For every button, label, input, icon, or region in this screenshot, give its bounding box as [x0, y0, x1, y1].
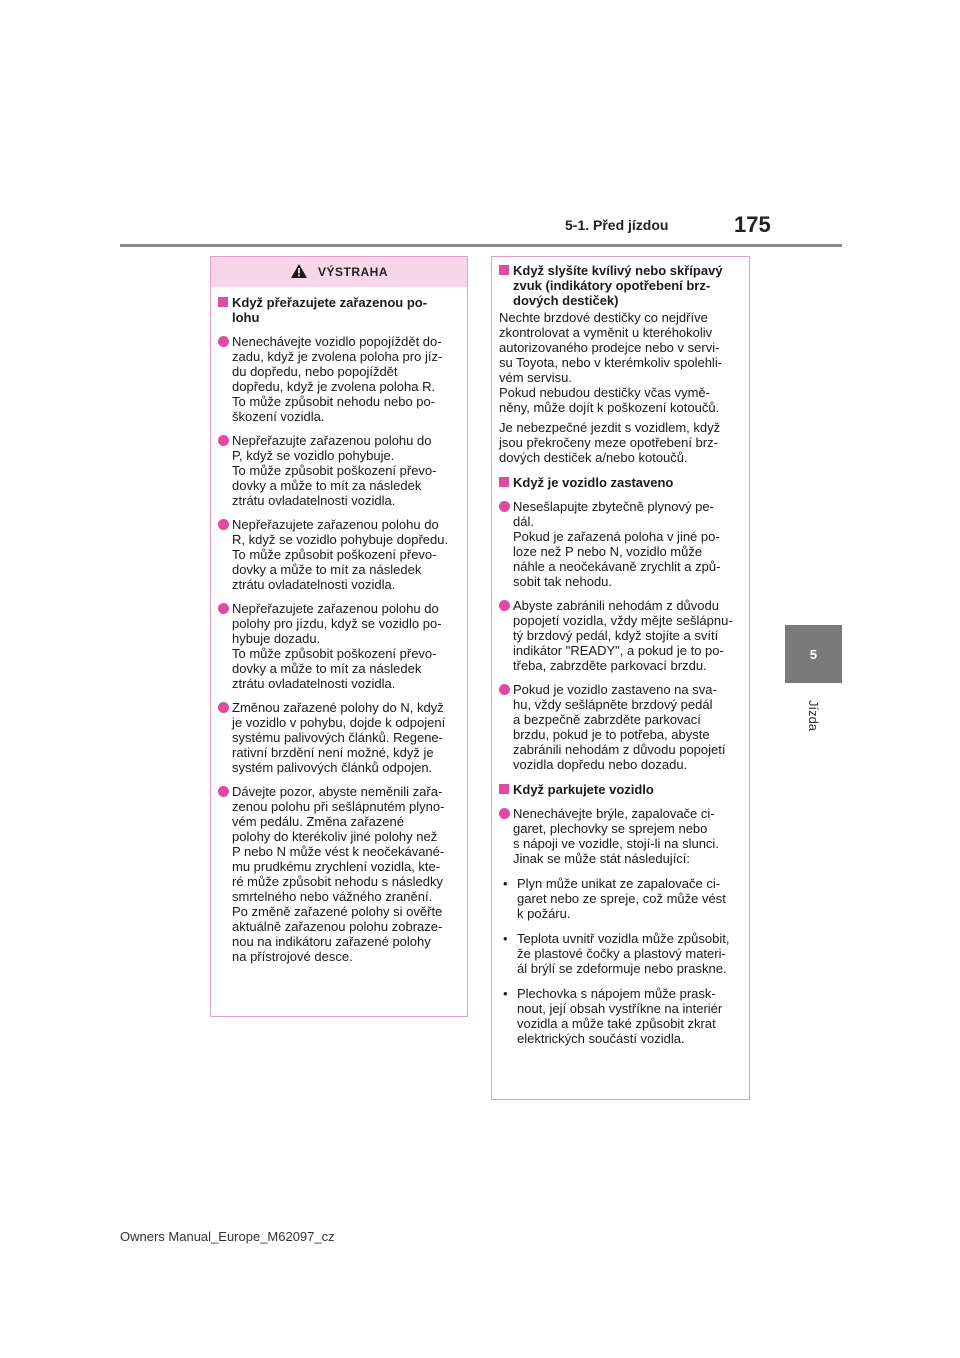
list-item-text: Nenechávejte vozidlo popojíždět do- zadu, když je zvolena poloha pro jíz- du dopředu, nebo popojíždět dopředu, když je zvolena poloha R. To může způsobit nehodu nebo po- škození vozidla.	[232, 334, 443, 424]
list-item-text: Změnou zařazené polohy do N, když je vozidlo v pohybu, dojde k odpojení systému palivových článků. Regene- rativní brzdění není možné, když je systém palivových článků odpojen.	[232, 700, 446, 775]
sub-bullet-mark: •	[503, 876, 508, 891]
round-bullet-icon	[499, 684, 510, 695]
list-item-text: Abyste zabránili nehodám z důvodu popojetí vozidla, vždy mějte sešlápnu- tý brzdový pedál, když stojíte a svítí indikátor "READY", a pokud je to po- třeba, zabrzděte parkovací brzdu.	[513, 598, 733, 673]
round-bullet-icon	[218, 603, 229, 614]
chapter-label: Jízda	[805, 699, 821, 731]
square-bullet-icon	[499, 477, 509, 487]
list-item-text: Dávejte pozor, abyste neměnili zařa- zenou polohu při sešlápnutém plyno- vém pedálu. Změna zařazené polohy do kterékoliv jiné polohy než P nebo N může vést k neočekávané- mu prudkému zrychlení vozidla, kte- ré může způsobit nehodu s následky smrtelného nebo vážného zranění. Po změně zařazené polohy si ověřte aktuálně zařazenou polohu zobraze- nou na indikátoru zařazené polohy na přístrojové desce.	[232, 784, 445, 964]
list-item-text: Nepřeřazujete zařazenou polohu do polohy pro jízdu, když se vozidlo po- hybuje dozadu. To může způsobit poškození převo- dovky a může to mít za následek ztrátu ovladatelnosti vozidla.	[232, 601, 442, 691]
list-item	[218, 433, 461, 508]
square-bullet-icon	[499, 265, 509, 275]
square-bullet-icon	[218, 297, 228, 307]
section-heading: Když parkujete vozidlo	[513, 782, 654, 797]
header-divider	[120, 244, 842, 247]
list-item	[218, 601, 461, 691]
round-bullet-icon	[218, 702, 229, 713]
list-item-text: Nepřeřazujte zařazenou polohu do P, když se vozidlo pohybuje. To může způsobit poškození převo- dovky a může to mít za následek ztrátu ovladatelnosti vozidla.	[232, 433, 437, 508]
section-heading: Když je vozidlo zastaveno	[513, 475, 674, 490]
sub-bullet-mark: •	[503, 986, 508, 1001]
warning-title: VÝSTRAHA	[317, 265, 388, 279]
square-bullet-icon	[499, 784, 509, 794]
sub-list-item-text: Plyn může unikat ze zapalovače ci- garet nebo ze spreje, což může vést k požáru.	[517, 876, 726, 921]
list-item-text: Nenechávejte brýle, zapalovače ci- garet, plechovky se sprejem nebo s nápoji ve vozidle, stojí-li na slunci. Jinak se může stát následující:	[513, 806, 719, 866]
footer-text: Owners Manual_Europe_M62097_cz	[120, 1229, 335, 1244]
sub-list-item	[499, 876, 743, 921]
list-item	[218, 784, 461, 964]
list-item	[499, 598, 743, 673]
list-item	[499, 806, 743, 866]
section-heading-row	[499, 263, 743, 308]
round-bullet-icon	[218, 435, 229, 446]
section	[499, 782, 743, 1046]
sub-list-item	[499, 986, 743, 1046]
section-heading: Když slyšíte kvílivý nebo skřípavý zvuk (indikátory opotřebení brz- dových destiček)	[513, 263, 723, 308]
round-bullet-icon	[218, 519, 229, 530]
section	[499, 475, 743, 772]
sub-bullet-mark: •	[503, 931, 508, 946]
warning-body	[211, 287, 467, 964]
round-bullet-icon	[499, 501, 510, 512]
list-item-text: Pokud je vozidlo zastaveno na sva- hu, vždy sešlápněte brzdový pedál a bezpečně zabrzděte parkovací brzdu, pokud je to potřeba, abyste zabránili nehodám z důvodu popojetí vozidla dopředu nebo dozadu.	[513, 682, 726, 772]
list-item	[499, 682, 743, 772]
list-item	[218, 517, 461, 592]
chapter-tab	[785, 625, 842, 683]
round-bullet-icon	[218, 336, 229, 347]
round-bullet-icon	[499, 808, 510, 819]
warning-heading-row	[218, 295, 461, 325]
warning-box	[210, 256, 468, 1017]
page-number: 175	[734, 212, 771, 237]
warning-heading: Když přeřazujete zařazenou po- lohu	[232, 295, 428, 325]
chapter-number: 5	[809, 646, 818, 662]
chapter-label-wrap	[785, 690, 842, 740]
section-heading-row	[499, 475, 743, 490]
round-bullet-icon	[218, 786, 229, 797]
paragraph: Je nebezpečné jezdit s vozidlem, když jsou překročeny meze opotřebení brz- dových destiček a/nebo kotoučů.	[499, 420, 721, 465]
section-heading-row	[499, 782, 743, 797]
list-item-text: Nesešlapujte zbytečně plynový pe- dál. Pokud je zařazená poloha v jiné po- loze než P nebo N, vozidlo může náhle a neočekávaně zrychlit a způ- sobit tak nehodu.	[513, 499, 721, 589]
list-item	[218, 334, 461, 424]
info-body	[492, 257, 749, 1046]
list-item	[499, 499, 743, 589]
list-item	[218, 700, 461, 775]
info-box	[491, 256, 750, 1100]
warning-header	[211, 257, 467, 287]
sub-list-item-text: Plechovka s nápojem může prask- nout, její obsah vystříkne na interiér vozidla a může také způsobit zkrat elektrických součástí vozidla.	[517, 986, 723, 1046]
section-title: 5-1. Před jízdou	[565, 217, 669, 233]
sub-list-item-text: Teplota uvnitř vozidla může způsobit, že plastové čočky a plastový materi- ál brýlí se zdeformuje nebo praskne.	[517, 931, 730, 976]
warning-triangle-icon	[290, 263, 308, 282]
round-bullet-icon	[499, 600, 510, 611]
sub-list-item	[499, 931, 743, 976]
list-item-text: Nepřeřazujete zařazenou polohu do R, když se vozidlo pohybuje dopředu. To může způsobit poškození převo- dovky a může to mít za následek ztrátu ovladatelnosti vozidla.	[232, 517, 449, 592]
paragraph: Nechte brzdové destičky co nejdříve zkontrolovat a vyměnit u kteréhokoliv autorizovaného prodejce nebo v servi- su Toyota, nebo v kterémkoliv spolehli- vém servisu. Pokud nebudou destičky včas vymě- něny, může dojít k poškození kotoučů.	[499, 310, 723, 415]
